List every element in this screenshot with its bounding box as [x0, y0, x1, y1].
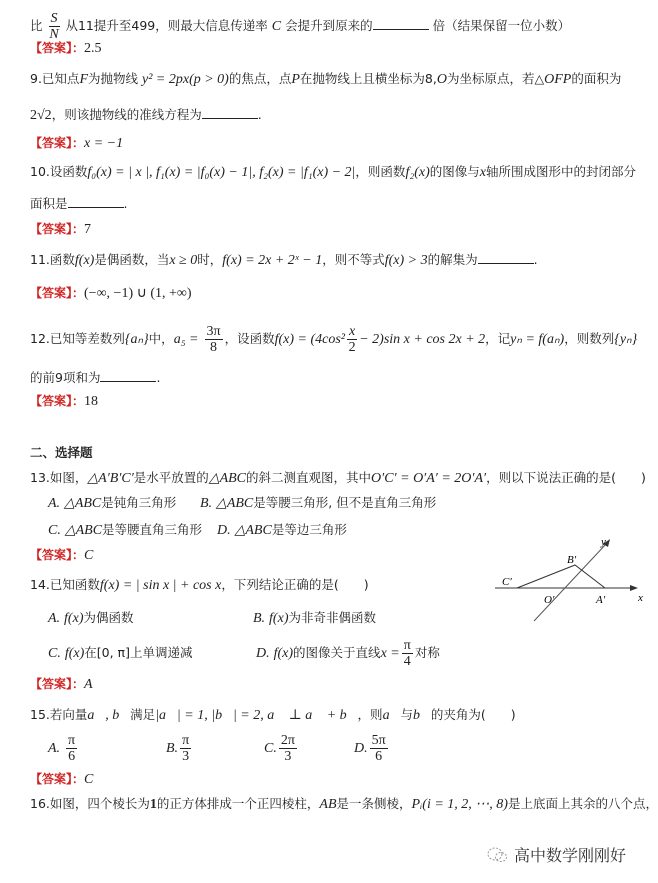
- text: 面积是: [30, 196, 68, 211]
- answer-value: C: [84, 772, 94, 787]
- text: ，则: [357, 707, 383, 722]
- math: − 2)sin x + cos 2x + 2: [359, 332, 486, 347]
- option-text: 是等腰直角三角形: [102, 522, 203, 537]
- math: O′C′ = O′A′ = 2O′A′: [371, 471, 487, 486]
- answer-label: 【答案】：: [30, 772, 85, 786]
- text: 是偶函数，当: [94, 252, 170, 267]
- answer-label: 【答案】：: [30, 548, 85, 562]
- option-text: 是等边三角形: [271, 522, 347, 537]
- answer-label: 【答案】：: [30, 136, 85, 150]
- answer-label: 【答案】：: [30, 222, 85, 236]
- q12-answer: [30, 393, 98, 410]
- math: C: [271, 19, 282, 34]
- text: 13.如图，: [30, 470, 88, 485]
- numerator: 2π: [280, 733, 295, 748]
- math: |a⃗| = 1, |b⃗| = 2, a⃗ ⊥ a⃗ + b⃗: [155, 708, 358, 723]
- text: 16.如图，四个棱长为: [30, 796, 150, 811]
- q14-answer: [30, 676, 93, 693]
- label-o: O′: [544, 594, 555, 606]
- math: a₅ =: [173, 332, 199, 347]
- answer-label: 【答案】：: [30, 286, 85, 300]
- answer-label: 【答案】：: [30, 41, 85, 55]
- math: △ABC: [64, 496, 102, 511]
- math: Pᵢ(i = 1, 2, ⋯, 8): [411, 797, 508, 812]
- math: f(x): [74, 253, 95, 268]
- text: 是水平放置的: [133, 470, 209, 485]
- math: f(x) = 2x + 2ˣ − 1: [222, 253, 323, 268]
- text: 轴所围成图形中的封闭部分: [485, 164, 636, 179]
- option-letter: A.: [48, 741, 61, 756]
- math: f(x): [269, 611, 289, 626]
- text: .: [533, 252, 538, 267]
- text: 的图像与: [429, 164, 480, 179]
- label-a: A′: [596, 594, 606, 606]
- fraction: [402, 638, 413, 669]
- label-y: y: [601, 536, 606, 548]
- math: F: [79, 72, 88, 87]
- answer-blank: [68, 195, 124, 208]
- triangle-edges: [517, 565, 605, 588]
- oblique-projection-figure: [490, 535, 643, 625]
- q15-option-a: [48, 733, 79, 764]
- q13-line: [30, 470, 646, 487]
- math: f(x): [64, 611, 84, 626]
- label-b: B′: [567, 554, 577, 566]
- text: 的焦点，点: [228, 71, 292, 86]
- q14-option-a: [48, 610, 134, 627]
- answer-blank: [478, 251, 534, 264]
- option-letter: A.: [48, 496, 61, 511]
- math: △ABC: [208, 471, 247, 486]
- math: 1: [149, 797, 157, 812]
- answer-blank: [373, 17, 429, 30]
- fraction: [370, 733, 388, 764]
- text: 的前9项和为: [30, 370, 101, 385]
- q15-answer: [30, 771, 93, 788]
- answer-blank: [100, 369, 156, 382]
- text: 会提升到原来的: [285, 18, 373, 33]
- option-text: 为非奇非偶函数: [288, 610, 376, 625]
- math: {yₙ}: [614, 332, 638, 347]
- text: 为坐标原点，若△: [446, 71, 545, 86]
- math: f(x) = | sin x | + cos x: [99, 578, 222, 593]
- math: f(x) > 3: [384, 253, 428, 268]
- q8-answer: [30, 40, 102, 57]
- math: △ABC: [234, 523, 272, 538]
- wechat-icon: [486, 846, 508, 864]
- text: ，则函数: [355, 164, 406, 179]
- text: 9.已知点: [30, 71, 80, 86]
- answer-value: 18: [84, 394, 99, 409]
- fraction: [347, 324, 357, 355]
- q14-option-d: [256, 638, 440, 669]
- numerator: x: [349, 324, 356, 339]
- q9-line: [30, 71, 621, 88]
- denominator: 3: [284, 749, 292, 764]
- option-text: 为偶函数: [83, 610, 134, 625]
- text: 的斜二测直观图，其中: [246, 470, 372, 485]
- numerator: 5π: [371, 733, 386, 748]
- math: △ABC: [64, 523, 103, 538]
- q15-option-b: [166, 733, 193, 764]
- option-letter: B.: [166, 741, 179, 756]
- denominator: 6: [375, 749, 383, 764]
- text: 中，: [148, 331, 174, 346]
- fraction: [205, 324, 223, 355]
- text: 14.已知函数: [30, 577, 100, 592]
- q13-option-c: [48, 522, 202, 539]
- math: OFP: [544, 72, 572, 87]
- label-c: C′: [502, 576, 512, 588]
- text: 满足: [130, 707, 156, 722]
- text: 在抛物线上且横坐标为8,: [299, 71, 437, 86]
- math: AB: [319, 797, 337, 812]
- option-letter: D.: [256, 646, 270, 661]
- numerator: π: [182, 733, 190, 748]
- text: 的夹角为( ): [430, 707, 516, 722]
- text: ，则不等式: [322, 252, 385, 267]
- math: O: [436, 72, 447, 87]
- math: {aₙ}: [124, 332, 149, 347]
- text: 是上底面上其余的八个点，: [507, 796, 658, 811]
- q9-answer: [30, 135, 123, 152]
- option-letter: C.: [48, 523, 61, 538]
- text: .: [156, 370, 161, 385]
- text: 12.已知等差数列: [30, 331, 125, 346]
- x-arrow-icon: [630, 585, 638, 591]
- answer-value: C: [84, 548, 94, 563]
- numerator: π: [68, 733, 76, 748]
- text: ，设函数: [224, 331, 275, 346]
- q14-option-b: [253, 610, 376, 627]
- text: 比: [30, 18, 43, 33]
- text: 是一条侧棱，: [336, 796, 412, 811]
- q11-answer: [30, 285, 192, 302]
- option-text: 是等腰三角形, 但不是直角三角形: [253, 495, 437, 510]
- text: ，则数列: [564, 331, 615, 346]
- label-x: x: [638, 592, 643, 604]
- option-letter: D.: [354, 741, 368, 756]
- text: 的解集为: [427, 252, 478, 267]
- option-letter: A.: [48, 611, 61, 626]
- answer-label: 【答案】：: [30, 677, 85, 691]
- q13-option-b: [200, 495, 436, 512]
- option-text: 是钝角三角形: [101, 495, 177, 510]
- text: 倍（结果保留一位小数）: [432, 18, 571, 33]
- math: x =: [380, 646, 400, 661]
- math: f(x): [273, 646, 294, 661]
- q16-line: [30, 796, 658, 813]
- answer-value: (−∞, −1) ∪ (1, +∞): [84, 286, 192, 301]
- math: a⃗, b⃗: [87, 708, 131, 723]
- fraction-s-over-n: [49, 11, 60, 42]
- answer-value: 2.5: [84, 41, 102, 56]
- wechat-watermark: [486, 843, 626, 866]
- math: b⃗: [412, 708, 431, 723]
- numerator: 3π: [206, 324, 221, 339]
- q10-answer: [30, 221, 91, 238]
- text: 从11提升至499，则最大信息传递率: [65, 18, 268, 33]
- text: ，下列结论正确的是( ): [221, 577, 369, 592]
- option-letter: B.: [253, 611, 266, 626]
- answer-label: 【答案】：: [30, 394, 85, 408]
- math: y² = 2px(p > 0): [142, 72, 229, 87]
- math: △ABC: [216, 496, 254, 511]
- math: △A′B′C′: [87, 471, 134, 486]
- option-letter: B.: [200, 496, 213, 511]
- watermark-text: 高中数学刚刚好: [514, 846, 627, 865]
- text: ，则该抛物线的准线方程为: [51, 107, 202, 122]
- text: 15.若向量: [30, 707, 88, 722]
- q8-line: [30, 11, 570, 42]
- option-text: 在[0, π]上单调递减: [84, 645, 193, 660]
- math: f(x) = (4cos²: [274, 332, 345, 347]
- option-text: 对称: [414, 645, 440, 660]
- q15-line: [30, 707, 516, 724]
- text: .: [257, 107, 262, 122]
- text: 的面积为: [571, 71, 622, 86]
- denominator: 6: [68, 749, 76, 764]
- denominator: 8: [210, 340, 218, 355]
- text: 时，: [197, 252, 223, 267]
- q14-line: [30, 577, 369, 594]
- text: ，则以下说法正确的是( ): [486, 470, 646, 485]
- denominator: 4: [403, 654, 411, 669]
- q12-line: [30, 324, 637, 355]
- math: a⃗: [382, 708, 401, 723]
- option-letter: C.: [48, 646, 61, 661]
- fraction: [279, 733, 297, 764]
- math: x ≥ 0: [169, 253, 198, 268]
- text: ，记: [485, 331, 511, 346]
- answer-value: 7: [84, 222, 92, 237]
- text: 为抛物线: [88, 71, 139, 86]
- fraction: [180, 733, 191, 764]
- section-title: 二、选择题: [30, 445, 93, 460]
- q14-option-c: [48, 645, 192, 662]
- numerator: π: [403, 638, 411, 653]
- numerator: S: [50, 11, 58, 26]
- q10-line2: [30, 195, 128, 212]
- denominator: 2: [348, 340, 356, 355]
- fraction: [66, 733, 77, 764]
- answer-value: A: [84, 677, 93, 692]
- q9-line2: [30, 106, 262, 124]
- option-letter: D.: [217, 523, 231, 538]
- option-text: 的图像关于直线: [293, 645, 381, 660]
- math: f(x): [64, 646, 85, 661]
- q10-line: [30, 164, 636, 181]
- text: 与: [400, 707, 413, 722]
- q15-option-c: [264, 733, 299, 764]
- q12-line2: [30, 369, 160, 386]
- denominator: N: [49, 27, 59, 42]
- text: 10.设函数: [30, 164, 88, 179]
- text: 的正方体排成一个正四棱柱，: [156, 796, 320, 811]
- answer-value: x = −1: [84, 136, 124, 151]
- math: yₙ = f(aₙ): [510, 332, 565, 347]
- text: .: [123, 196, 128, 211]
- math: f₀(x) = | x |, f₁(x) = |f₀(x) − 1|, f₂(x) = |f₁(x) − 2|: [87, 165, 356, 180]
- denominator: 3: [182, 749, 190, 764]
- q13-answer: [30, 547, 93, 564]
- math: x: [479, 165, 486, 180]
- q15-option-d: [354, 733, 390, 764]
- math: f₂(x): [405, 165, 430, 180]
- q11-line: [30, 251, 538, 269]
- text: 11.函数: [30, 252, 75, 267]
- q13-option-a: [48, 495, 176, 512]
- answer-blank: [202, 106, 258, 119]
- option-letter: C.: [264, 741, 277, 756]
- math: 2√2: [30, 108, 52, 123]
- math: P: [291, 72, 300, 87]
- q13-option-d: [217, 522, 347, 539]
